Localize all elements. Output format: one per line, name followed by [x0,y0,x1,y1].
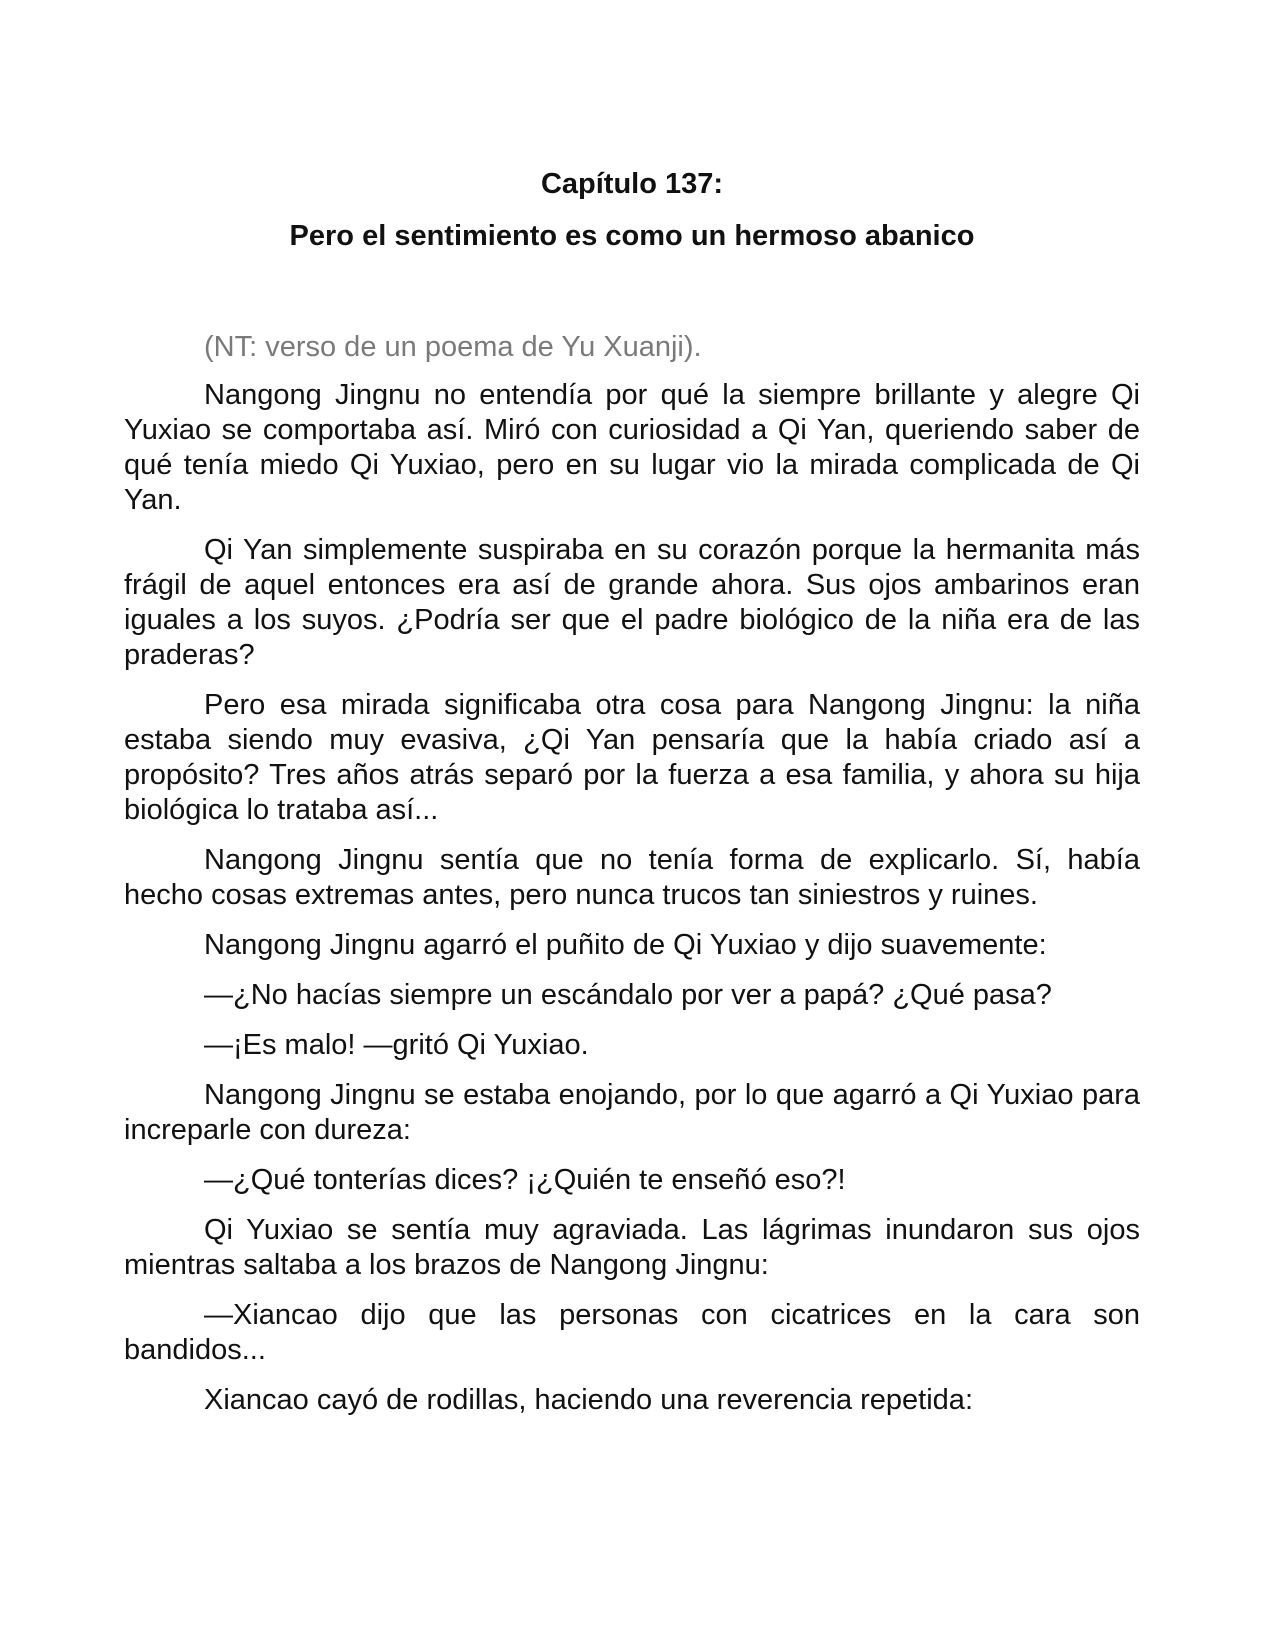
paragraph: Nangong Jingnu agarró el puñito de Qi Yuxiao y dijo suavemente: [204,929,1047,961]
dialogue-line: —¿Qué tonterías dices? ¡¿Quién te enseñó eso?! [204,1164,846,1196]
chapter-body [124,330,1140,1418]
chapter-title: Capítulo 137: [540,168,724,200]
chapter-subtitle: Pero el sentimiento es como un hermoso abanico [289,220,975,252]
paragraph: Qi Yuxiao se sentía muy agraviada. Las lágrimas inundaron sus ojos mientras saltaba a los brazos de Nangong Jingnu: [124,1214,1140,1281]
dialogue-line: —Xiancao dijo que las personas con cicatrices en la cara son bandidos... [124,1299,1140,1366]
paragraph: Nangong Jingnu no entendía por qué la siempre brillante y alegre Qi Yuxiao se comportaba así. Miró con curiosidad a Qi Yan, queriendo saber de qué tenía miedo Qi Yuxiao, pero en su lugar vio la mirada complicada de Qi Yan. [124,379,1140,516]
paragraph: Pero esa mirada significaba otra cosa para Nangong Jingnu: la niña estaba siendo muy evasiva, ¿Qi Yan pensaría que la había criado así a propósito? Tres años atrás separó por la fuerza a esa familia, y ahora su hija biológica lo trataba así... [124,689,1140,826]
translator-note: (NT: verso de un poema de Yu Xuanji). [204,331,702,363]
paragraph: Qi Yan simplemente suspiraba en su corazón porque la hermanita más frágil de aquel entonces era así de grande ahora. Sus ojos ambarinos eran iguales a los suyos. ¿Podría ser que el padre biológico de la niña era de las praderas? [124,534,1140,671]
dialogue-line: —¿No hacías siempre un escándalo por ver a papá? ¿Qué pasa? [204,979,1052,1011]
paragraph: Xiancao cayó de rodillas, haciendo una reverencia repetida: [204,1384,973,1416]
paragraph: Nangong Jingnu sentía que no tenía forma de explicarlo. Sí, había hecho cosas extremas antes, pero nunca trucos tan siniestros y ruines. [124,844,1140,911]
document-page [124,158,1140,1433]
dialogue-line: —¡Es malo! —gritó Qi Yuxiao. [204,1029,589,1061]
paragraph: Nangong Jingnu se estaba enojando, por lo que agarró a Qi Yuxiao para increparle con dureza: [124,1079,1140,1146]
